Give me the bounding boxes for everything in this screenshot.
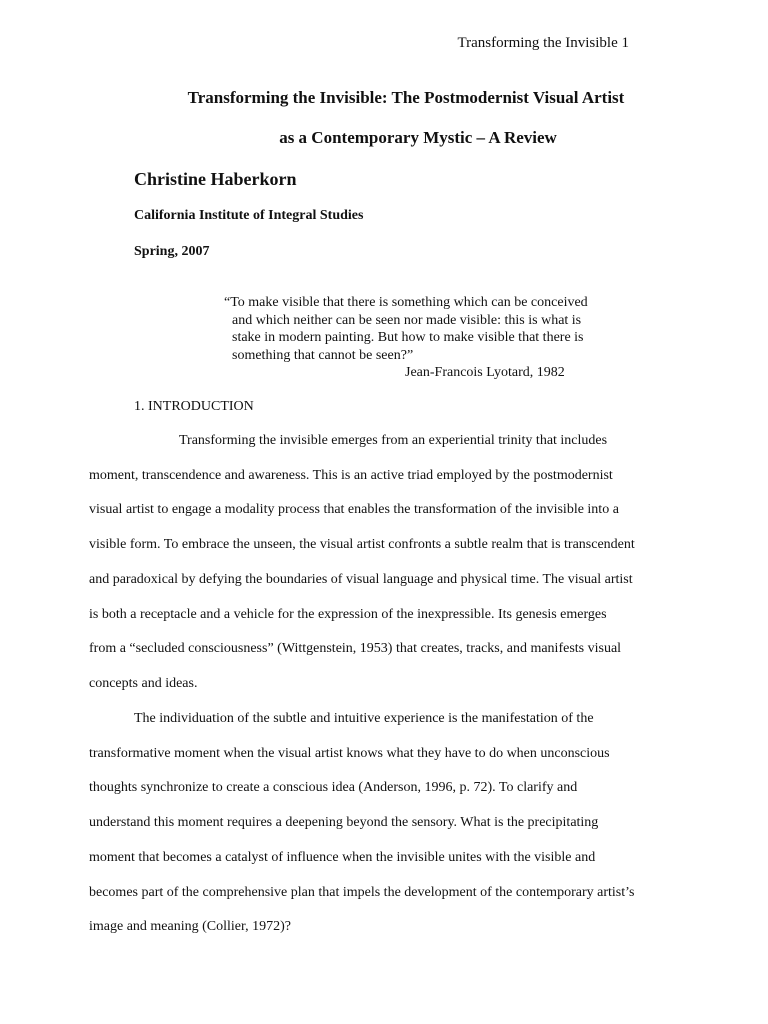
paragraph-line: moment that becomes a catalyst of influence when the invisible unites with the visible and bbox=[89, 849, 596, 865]
paragraph-line: becomes part of the comprehensive plan that impels the development of the contemporary artist’s bbox=[89, 884, 635, 900]
paragraph-line: concepts and ideas. bbox=[89, 675, 198, 691]
paragraph-line: and paradoxical by defying the boundaries of visual language and physical time. The visual artist bbox=[89, 571, 633, 587]
title-line-2: as a Contemporary Mystic – A Review bbox=[279, 128, 557, 147]
paragraph-line: The individuation of the subtle and intuitive experience is the manifestation of the bbox=[134, 711, 594, 726]
paragraph-line: visible form. To embrace the unseen, the visual artist confronts a subtle realm that is transcendent bbox=[89, 537, 635, 553]
epigraph bbox=[224, 294, 588, 382]
affiliation: California Institute of Integral Studies bbox=[134, 208, 364, 223]
paragraph-1 bbox=[89, 424, 635, 702]
running-head: Transforming the Invisible 1 bbox=[457, 35, 629, 51]
epigraph-line: something that cannot be seen?” bbox=[232, 347, 414, 363]
author-name: Christine Haberkorn bbox=[134, 169, 297, 189]
section-heading: 1. INTRODUCTION bbox=[134, 399, 254, 414]
date: Spring, 2007 bbox=[134, 244, 210, 259]
paragraph-line: understand this moment requires a deepening beyond the sensory. What is the precipitating bbox=[89, 815, 599, 831]
paragraph-line: from a “secluded consciousness” (Wittgenstein, 1953) that creates, tracks, and manifests visual bbox=[89, 641, 622, 657]
paragraph-line: visual artist to engage a modality process that enables the transformation of the invisible into a bbox=[89, 502, 619, 518]
paragraph-line: thoughts synchronize to create a conscious idea (Anderson, 1996, p. 72). To clarify and bbox=[89, 780, 578, 796]
epigraph-attribution: Jean-Francois Lyotard, 1982 bbox=[405, 365, 565, 380]
paragraph-line: Transforming the invisible emerges from an experiential trinity that includes bbox=[179, 433, 608, 448]
title-line-1: Transforming the Invisible: The Postmodernist Visual Artist bbox=[187, 88, 625, 107]
paragraph-line: is both a receptacle and a vehicle for the expression of the inexpressible. Its genesis emerges bbox=[89, 606, 607, 622]
epigraph-line: stake in modern painting. But how to make visible that there is bbox=[232, 330, 584, 345]
epigraph-line: “To make visible that there is something which can be conceived bbox=[224, 295, 588, 310]
paragraph-line: transformative moment when the visual artist knows what they have to do when unconscious bbox=[89, 745, 610, 761]
epigraph-line: and which neither can be seen nor made visible: this is what is bbox=[232, 312, 582, 328]
paragraph-line: moment, transcendence and awareness. This is an active triad employed by the postmodernist bbox=[89, 467, 613, 483]
paragraph-line: image and meaning (Collier, 1972)? bbox=[89, 919, 291, 935]
paragraph-2 bbox=[89, 702, 634, 945]
